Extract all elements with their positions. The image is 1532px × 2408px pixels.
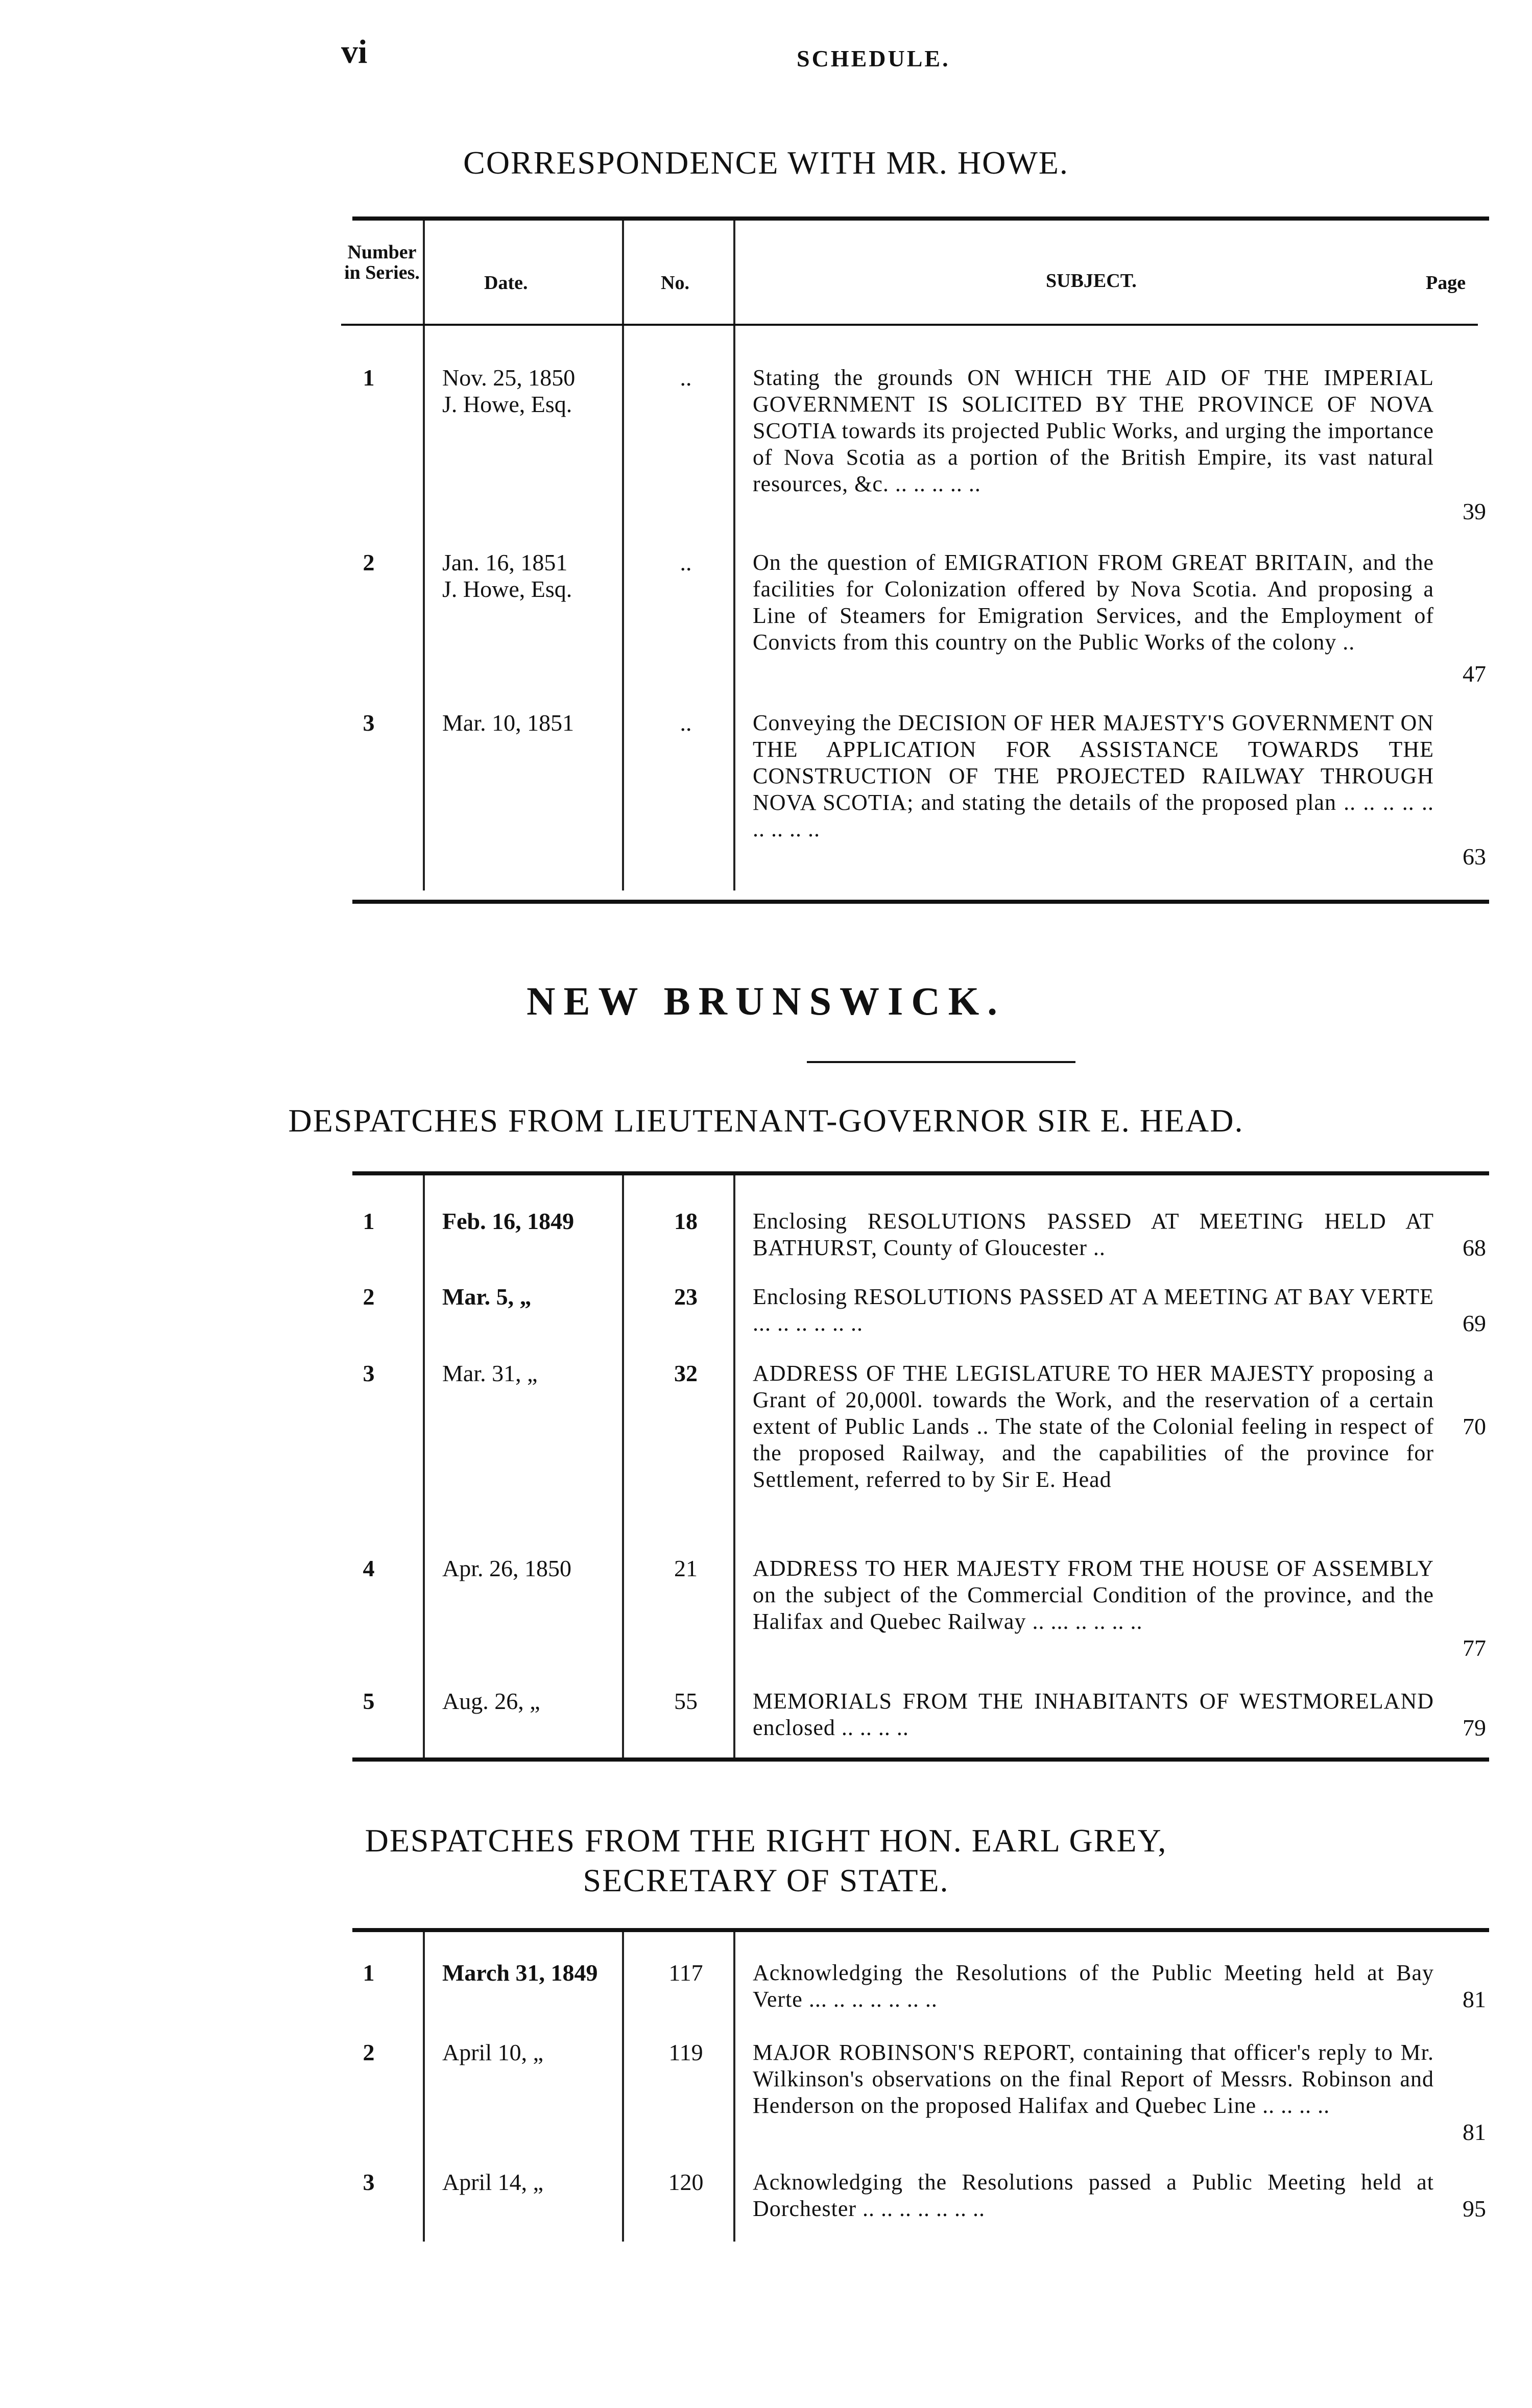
row-subject: Conveying the DECISION OF HER MAJESTY'S GOVERNMENT ON THE APPLICATION FOR ASSISTANCE TOWARDS THE CONSTRUCTION OF THE PROJECTED RAILWAY THROUGH NOVA SCOTIA; and stating the details of the proposed plan .. .. .. .. .. .. .. .. .. xyxy=(753,710,1434,841)
column-divider xyxy=(733,1932,735,2242)
section-title-head: DESPATCHES FROM LIEUTENANT-GOVERNOR SIR E. HEAD. xyxy=(288,1102,1244,1139)
row-page: 63 xyxy=(1463,844,1486,870)
column-divider xyxy=(622,221,624,890)
top-rule xyxy=(352,216,1489,221)
short-rule xyxy=(807,1061,1075,1063)
section-title-grey-line1: DESPATCHES FROM THE RIGHT HON. EARL GREY, xyxy=(365,1822,1167,1859)
head-despatches-table xyxy=(341,1175,1486,1763)
row-subject: MEMORIALS FROM THE INHABITANTS OF WESTMORELAND enclosed .. .. .. .. xyxy=(753,1689,1434,1740)
row-page: 39 xyxy=(1463,498,1486,524)
row-number: 2 xyxy=(363,2039,375,2065)
top-rule xyxy=(352,1171,1489,1175)
row-date: Apr. 26, 1850 xyxy=(442,1555,571,1581)
row-number: 1 xyxy=(363,1208,375,1234)
row-page: 70 xyxy=(1463,1413,1486,1439)
row-subject: Enclosing RESOLUTIONS PASSED AT MEETING HELD AT BATHURST, County of Gloucester .. xyxy=(753,1209,1434,1260)
row-date: Mar. 31, „ xyxy=(442,1360,538,1386)
row-date: March 31, 1849 xyxy=(442,1960,598,1986)
row-number: 3 xyxy=(363,1360,375,1386)
row-date: Feb. 16, 1849 xyxy=(442,1208,574,1234)
row-no: .. xyxy=(680,549,692,575)
row-no: 32 xyxy=(674,1360,698,1386)
row-page: 47 xyxy=(1463,661,1486,687)
howe-table xyxy=(341,221,1486,905)
row-no: 23 xyxy=(674,1284,698,1310)
grey-despatches-table xyxy=(341,1932,1486,2249)
row-date: Nov. 25, 1850 J. Howe, Esq. xyxy=(442,365,576,417)
row-no: .. xyxy=(680,365,692,391)
row-page: 68 xyxy=(1463,1235,1486,1261)
column-divider xyxy=(733,1175,735,1757)
bottom-rule xyxy=(352,900,1489,904)
section-title-howe: CORRESPONDENCE WITH MR. HOWE. xyxy=(463,145,1069,181)
row-subject: MAJOR ROBINSON'S REPORT, containing that officer's reply to Mr. Wilkinson's observations on the final Report of Messrs. Robinson and Henderson on the proposed Halifax and Quebec Line .. .. .. .. xyxy=(753,2040,1434,2118)
row-subject: Enclosing RESOLUTIONS PASSED AT A MEETING AT BAY VERTE ... .. .. .. .. .. xyxy=(753,1284,1434,1336)
row-number: 3 xyxy=(363,2169,375,2195)
row-subject: On the question of EMIGRATION FROM GREAT BRITAIN, and the facilities for Colonization offered by Nova Scotia. And proposing a Line of Steamers for Emigration Services, and the Employment of Convicts from this country on the Public Works of the colony .. xyxy=(753,550,1434,655)
header-rule xyxy=(341,324,1478,326)
row-subject: ADDRESS TO HER MAJESTY FROM THE HOUSE OF ASSEMBLY on the subject of the Commercial Condition of the province, and the Halifax and Quebec Railway .. ... .. .. .. .. xyxy=(753,1556,1434,1634)
row-date: Mar. 10, 1851 xyxy=(442,710,574,736)
bottom-rule xyxy=(352,1757,1489,1762)
row-number: 1 xyxy=(363,1960,375,1986)
row-number: 2 xyxy=(363,1284,375,1310)
header-no: No. xyxy=(661,272,689,294)
row-date: Aug. 26, „ xyxy=(442,1688,540,1714)
row-no: 117 xyxy=(668,1960,703,1986)
row-no: 55 xyxy=(674,1688,698,1714)
row-subject: ADDRESS OF THE LEGISLATURE TO HER MAJESTY proposing a Grant of 20,000l. towards the Work, and the reservation of a certain extent of Public Lands .. The state of the Colonial feeling in respect of the proposed Railway, and the capabilities of the province for Settlement, referred to by Sir E. Head xyxy=(753,1361,1434,1492)
row-page: 77 xyxy=(1463,1635,1486,1661)
row-number: 2 xyxy=(363,549,375,575)
row-number: 5 xyxy=(363,1688,375,1714)
column-divider xyxy=(733,221,735,890)
row-date: April 14, „ xyxy=(442,2169,544,2195)
header-date: Date. xyxy=(484,272,528,294)
column-divider xyxy=(622,1175,624,1757)
section-title-grey-line2: SECRETARY OF STATE. xyxy=(583,1862,949,1898)
row-no: 119 xyxy=(668,2039,703,2065)
region-title: NEW BRUNSWICK. xyxy=(526,979,1006,1023)
running-title: SCHEDULE. xyxy=(797,45,950,71)
row-subject: Acknowledging the Resolutions of the Public Meeting held at Bay Verte ... .. .. .. .. .. .. xyxy=(753,1960,1434,2012)
row-number: 4 xyxy=(363,1555,375,1581)
column-divider xyxy=(423,1175,425,1757)
row-number: 1 xyxy=(363,365,375,391)
row-no: 21 xyxy=(674,1555,698,1581)
row-no: 18 xyxy=(674,1208,698,1234)
row-subject: Stating the grounds ON WHICH THE AID OF THE IMPERIAL GOVERNMENT IS SOLICITED BY THE PROVINCE OF NOVA SCOTIA towards its projected Public Works, and urging the importance of Nova Scotia as a portion of the British Empire, its vast natural resources, &c. .. .. .. .. .. xyxy=(753,365,1434,496)
row-number: 3 xyxy=(363,710,375,736)
header-subject: SUBJECT. xyxy=(1046,270,1137,292)
row-page: 81 xyxy=(1463,1986,1486,2012)
header-number-in-series: Number in Series. xyxy=(344,242,420,283)
column-divider xyxy=(423,1932,425,2242)
column-divider xyxy=(622,1932,624,2242)
top-rule xyxy=(352,1928,1489,1932)
row-no: 120 xyxy=(668,2169,704,2195)
row-page: 79 xyxy=(1463,1715,1486,1741)
header-page: Page xyxy=(1426,272,1466,294)
row-subject: Acknowledging the Resolutions passed a Public Meeting held at Dorchester .. .. .. .. .. .. .. xyxy=(753,2170,1434,2221)
row-page: 81 xyxy=(1463,2119,1486,2145)
row-page: 69 xyxy=(1463,1310,1486,1336)
row-date: April 10, „ xyxy=(442,2039,544,2065)
row-date: Jan. 16, 1851 J. Howe, Esq. xyxy=(442,549,572,602)
row-no: .. xyxy=(680,710,692,736)
row-date: Mar. 5, „ xyxy=(442,1284,532,1310)
page-number: vi xyxy=(341,33,368,70)
row-page: 95 xyxy=(1463,2196,1486,2222)
column-divider xyxy=(423,221,425,890)
